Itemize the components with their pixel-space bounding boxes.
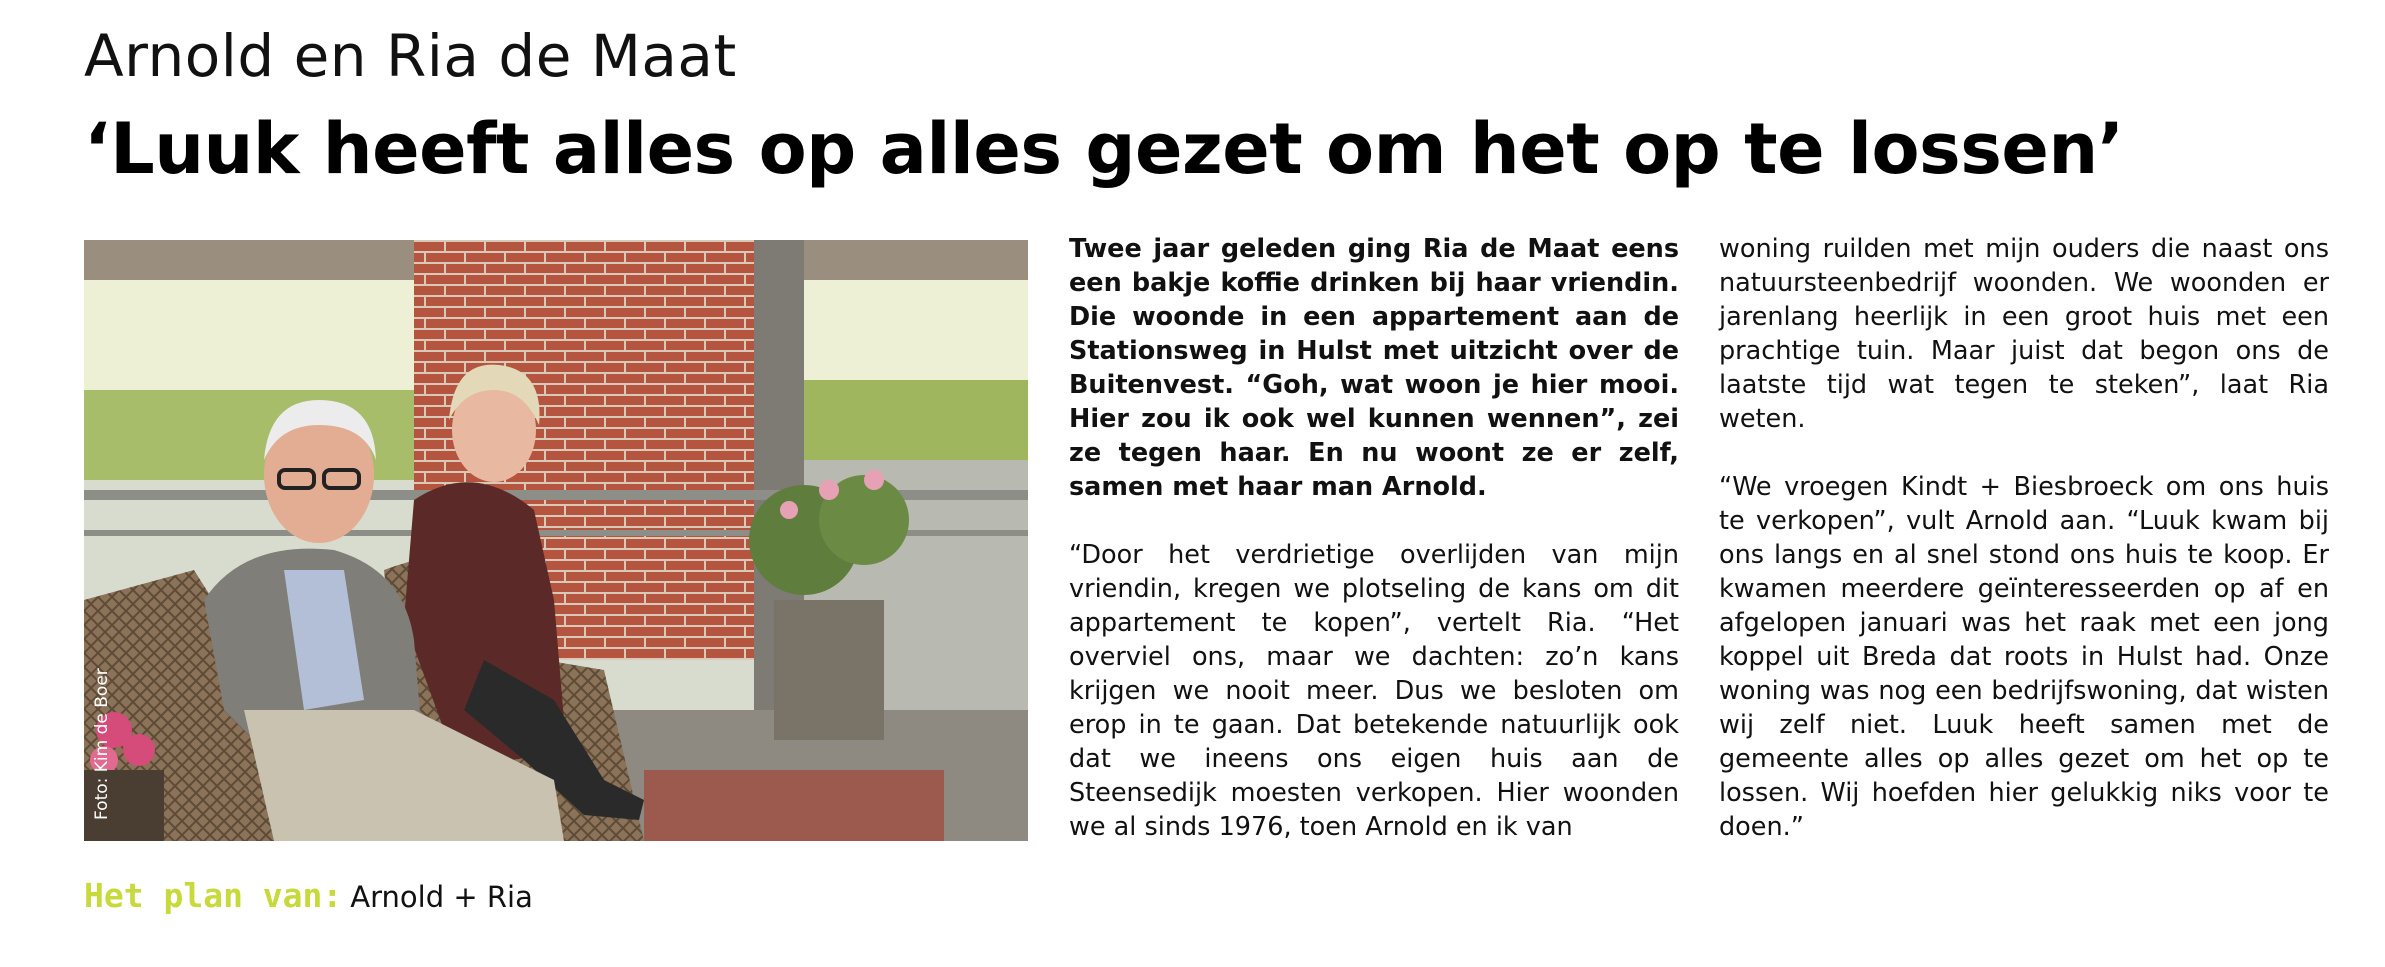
article-paragraph: “We vroegen Kindt + Biesbroeck om ons huis te verkopen”, vult Arnold aan. “Luuk kwam bij ons langs en al snel stond ons huis te koop. Er kwamen meerdere geïnteresseerden op af en afgelopen januari was het raak met een jong koppel uit Breda dat roots in Hulst had. Onze woning was nog een bedrijfswoning, dat wisten wij zelf niet. Luuk heeft samen met de gemeente alles op alles gezet om het op te lossen. Wij hoefden hier gelukkig niks voor te doen.” xyxy=(1719,472,2329,842)
plan-value: Arnold + Ria xyxy=(350,880,533,914)
article-lead: Twee jaar geleden ging Ria de Maat eens een bakje koffie drinken bij haar vriendin. Die woonde in een appartement aan de Stationsweg in Hulst met uitzicht over de Buitenvest. “Goh, wat woon je hier mooi. Hier zou ik ook wel kunnen wennen”, zei ze tegen haar. En nu woont ze er zelf, samen met haar man Arnold. xyxy=(1069,234,1679,502)
article-column-2 xyxy=(1719,232,2329,878)
article-paragraph: woning ruilden met mijn ouders die naast ons natuursteenbedrijf woonden. We woonden er jarenlang heerlijk in een groot huis met een prachtige tuin. Maar juist dat begon ons de laatste tijd wat tegen te steken”, laat Ria weten. xyxy=(1719,234,2329,434)
plan-label: Het plan van: xyxy=(84,876,343,915)
article-column-1 xyxy=(1069,232,1679,878)
article-kicker: Arnold en Ria de Maat xyxy=(84,22,737,90)
article-headline: ‘Luuk heeft alles op alles gezet om het op te lossen’ xyxy=(84,108,2124,190)
photo-credit: Foto: Kim de Boer xyxy=(92,668,112,820)
plan-footer xyxy=(84,876,533,915)
article-paragraph: “Door het verdrietige overlijden van mijn vriendin, kregen we plotseling de kans om dit appartement te kopen”, vertelt Ria. “Het overviel ons, maar we dachten: zo’n kans krijgen we nooit meer. Dus we besloten om erop in te gaan. Dat betekende natuurlijk ook dat we ineens ons eigen huis aan de Steensedijk moesten verkopen. Hier woonden we al sinds 1976, toen Arnold en ik van xyxy=(1069,540,1679,842)
article-photo xyxy=(84,240,1028,841)
